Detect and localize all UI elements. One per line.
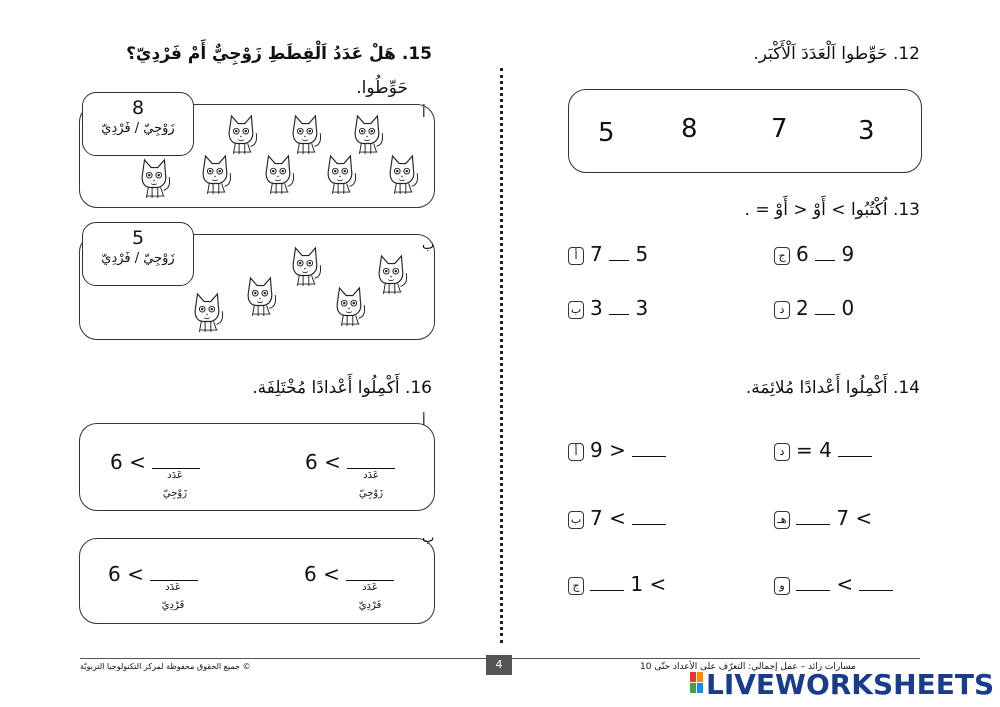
- cat-icon: [372, 252, 410, 296]
- q16-letter-a: أ: [422, 414, 426, 429]
- q16-a-blank-2[interactable]: [347, 448, 395, 469]
- q14-blank-d[interactable]: [838, 436, 872, 457]
- q12-number-1[interactable]: 5: [598, 118, 615, 148]
- copyright-text: © جميع الحقوق محفوظة لمركز التكنولوجيا التربويّة: [80, 662, 251, 671]
- q13-blank-b[interactable]: [609, 302, 629, 315]
- q14-blank-e[interactable]: [796, 504, 830, 525]
- q13-letter-c: ج: [774, 247, 790, 265]
- q16-b-item-1: 6 <: [108, 560, 198, 586]
- q15-title: 15. هَلْ عَدَدُ اَلْقِطَطِ زَوْجِيٌّ أَمْ فَرْدِيّ؟: [126, 44, 432, 64]
- q14-item-f: و <: [774, 570, 893, 596]
- q16-b-sub1-1: عَدَد: [165, 582, 181, 593]
- q13-item-d: د 2 0: [774, 296, 854, 320]
- cat-icon: [330, 284, 368, 328]
- q13-item-a: أ 7 5: [568, 242, 648, 266]
- q16-letter-b: ب: [422, 531, 435, 546]
- q16-b-sub1-2: عَدَد: [362, 582, 378, 593]
- q14-item-c: ج 1 <: [568, 570, 666, 596]
- cat-icon: [383, 152, 421, 196]
- liveworksheets-logo-icon: [690, 672, 704, 694]
- cat-icon: [348, 112, 386, 156]
- q13-item-c: ج 6 9: [774, 242, 854, 266]
- q16-b-sub2-1: فَرْدِيّ: [161, 600, 185, 611]
- q16-b-blank-2[interactable]: [346, 560, 394, 581]
- q16-a-sub1-2: عَدَد: [363, 470, 379, 481]
- q16-a-sub2-1: زَوْجِيّ: [162, 488, 188, 499]
- q12-number-4[interactable]: 3: [858, 116, 875, 146]
- q16-title: 16. أَكْمِلُوا أَعْدادًا مُخْتَلِفَة.: [252, 378, 432, 398]
- liveworksheets-brand[interactable]: LIVEWORKSHEETS: [706, 668, 995, 701]
- q13-blank-a[interactable]: [609, 248, 629, 261]
- q16-b-blank-1[interactable]: [150, 560, 198, 581]
- q13-blank-c[interactable]: [815, 248, 835, 261]
- q14-blank-a[interactable]: [632, 436, 666, 457]
- q16-a-item-1: 6 <: [110, 448, 200, 474]
- q16-b-item-2: 6 <: [304, 560, 394, 586]
- cat-icon: [196, 152, 234, 196]
- cat-icon: [135, 156, 173, 200]
- page-number: 4: [486, 655, 512, 675]
- q13-letter-a: أ: [568, 247, 584, 265]
- q16-a-item-2: 6 <: [305, 448, 395, 474]
- q14-item-d: د = 4: [774, 436, 872, 462]
- q14-blank-b[interactable]: [632, 504, 666, 525]
- q15-count-a: 8: [131, 97, 145, 119]
- q16-a-blank-1[interactable]: [152, 448, 200, 469]
- cat-icon: [259, 152, 297, 196]
- q15-letter-b: ب: [422, 238, 435, 253]
- q13-blank-d[interactable]: [815, 302, 835, 315]
- q15-choice-b[interactable]: زَوْجِيّ / فَرْدِيّ: [101, 251, 175, 266]
- q14-item-a: أ 9 >: [568, 436, 666, 462]
- q15-label-b: [82, 222, 194, 286]
- q13-letter-d: د: [774, 301, 790, 319]
- cat-icon: [241, 274, 279, 318]
- footer-course-text: مسارات زائد – عمل إجمالي: التعرّف على الأعداد حتّى 10: [640, 662, 856, 672]
- cat-icon: [286, 112, 324, 156]
- q12-title: 12. حَوِّطوا اَلْعَدَدَ اَلْأَكْبَر.: [753, 44, 920, 64]
- q15-label-a: [82, 92, 194, 156]
- column-divider: [500, 68, 503, 643]
- q13-letter-b: ب: [568, 301, 584, 319]
- q13-item-b: ب 3 3: [568, 296, 648, 320]
- q15-letter-a: أ: [422, 106, 426, 121]
- q15-choice-a[interactable]: زَوْجِيّ / فَرْدِيّ: [101, 121, 175, 136]
- cat-icon: [222, 112, 260, 156]
- cat-icon: [188, 290, 226, 334]
- q16-a-sub1-1: عَدَد: [167, 470, 183, 481]
- q14-blank-c[interactable]: [590, 570, 624, 591]
- cat-icon: [321, 152, 359, 196]
- q15-count-b: 5: [131, 227, 145, 249]
- q14-item-e: هـ 7 <: [774, 504, 872, 530]
- q14-title: 14. أَكْمِلُوا أَعْدادًا مُلائِمَة.: [745, 378, 920, 398]
- q14-blank-f1[interactable]: [796, 570, 830, 591]
- q12-number-3[interactable]: 7: [771, 114, 788, 144]
- q14-blank-f2[interactable]: [859, 570, 893, 591]
- q16-a-sub2-2: زَوْجِيّ: [358, 488, 384, 499]
- q13-title: 13. اُكْتُبُوا > أَوْ < أَوْ = .: [744, 200, 920, 220]
- cat-icon: [286, 244, 324, 288]
- q15-subtitle: حَوِّطُوا.: [356, 78, 408, 98]
- q14-item-b: ب 7 <: [568, 504, 666, 530]
- q12-number-2[interactable]: 8: [681, 114, 698, 144]
- q16-b-sub2-2: فَرْدِيّ: [358, 600, 382, 611]
